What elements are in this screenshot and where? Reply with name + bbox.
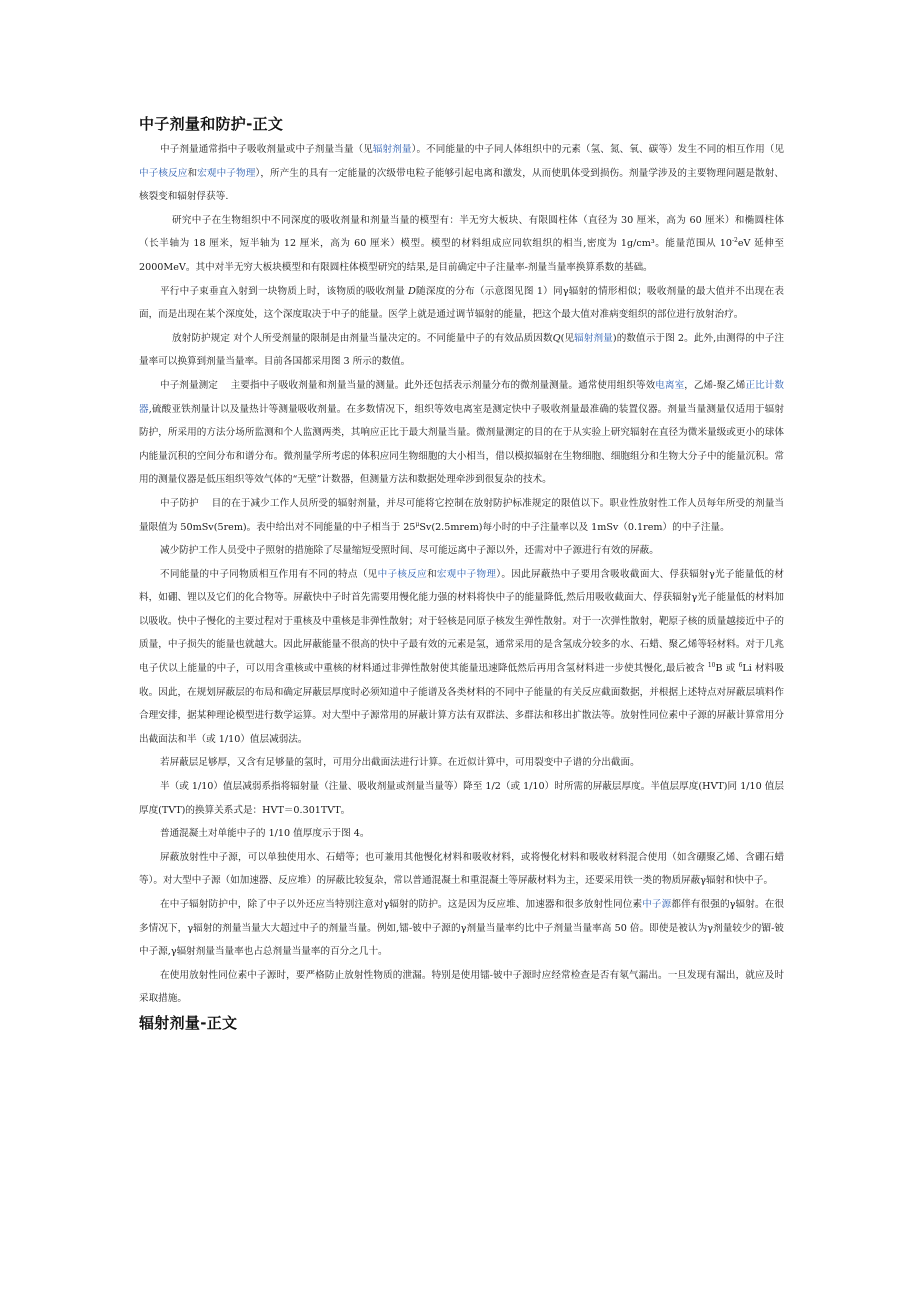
link-neutron-nuclear-reaction-2[interactable]: 中子核反应 (377, 568, 428, 580)
paragraph-intro: 中子剂量通常指中子吸收剂量或中子剂量当量（见辐射剂量）。不同能量的中子同人体组织中的元素（氢、氮、氧、碳等）发生不同的相互作用（见中子核反应和宏观中子物理），所产生的具有一定能量的次级带电粒子能够引起电离和激发，从而使肌体受到损伤。剂量学涉及的主要物理问题是散射、核裂变和辐射俘获等. (139, 144, 785, 203)
link-neutron-nuclear-reaction[interactable]: 中子核反应 (139, 167, 188, 179)
paragraph-shielding-materials: 不同能量的中子同物质相互作用有不同的特点（见中子核反应和宏观中子物理）。因此屏蔽热中子要用含吸收截面大、俘获辐射γ光子能量低的材料，如硼、锂以及它们的化合物等。屏蔽快中子时首先需要用慢化能力强的材料将快中子的能量降低,然后用吸收截面大、俘获辐射γ光子能量低的材料加以吸收。快中子慢化的主要过程对于重核及中重核是非弹性散射；对于轻核是同原子核发生弹性散射。对于一次弹性散射，靶原子核的质量越接近中子的质量，中子损失的能量也就越大。因此屏蔽能量不很高的快中子最有效的元素是氢，通常采用的是含氢成分较多的水、石蜡、聚乙烯等轻材料。对于几兆电子伏以上能量的中子，可以用含重核或中重核的材料通过非弹性散射使其能量迅速降低然后再用含氢材料进一步使其慢化,最后被含 $^{10}$B 或 $^6$Li 材料吸收。因此，在规划屏蔽层的布局和确定屏蔽层厚度时必须知道中子能谱及各类材料的不同中子能量的有关反应截面数据，并根据上述特点对屏蔽层填料作合理安排，据某种理论模型进行数学运算。对大型中子源常用的屏蔽计算方法有双群法、多群法和移出扩散法等。放射性同位素中子源的屏蔽计算常用分出截面法和半（或 1/10）值层减弱法。 (139, 568, 785, 745)
paragraph-protection-rules: 放射防护规定 对个人所受剂量的限制是由剂量当量决定的。不同能量中子的有效品质因数Q(见辐射剂量)的数值示于图 2。此外,由测得的中子注量率可以换算到剂量当量率。目前各国都采用图 3 所示的数值。 (139, 332, 784, 368)
paragraph-source-shielding: 屏蔽放射性中子源，可以单独使用水、石蜡等；也可兼用其他慢化材料和吸收材料，或将慢化材料和吸收材料混合使用（如含硼聚乙烯、含硼石蜡等）。对大型中子源（如加速器、反应堆）的屏蔽比较复杂，常以普通混凝土和重混凝土等屏蔽材料为主，还要采用铁一类的物质屏蔽γ辐射和快中子。 (139, 851, 784, 887)
paragraph-thick-shield: 若屏蔽层足够厚，又含有足够量的氢时，可用分出截面法进行计算。在近似计算中，可用裂变中子谱的分出截面。 (160, 757, 640, 769)
paragraph-gamma-protection: 在中子辐射防护中，除了中子以外还应当特别注意对γ辐射的防护。这是因为反应堆、加速器和很多放射性同位素中子源都伴有很强的γ辐射。在很多情况下，γ辐射的剂量当量大大超过中子的剂量当量。例如,镭-铍中子源的γ剂量当量率约比中子剂量当量率高 50 倍。即使是被认为γ剂量较少的镅-铍中子源,γ辐射剂量当量率也占总剂量当量率的百分之几十。 (139, 899, 785, 958)
paragraph-models: 研究中子在生物组织中不同深度的吸收剂量和剂量当量的模型有：半无穷大板块、有限圆柱体（直径为 30 厘米，高为 60 厘米）和椭圆柱体（长半轴为 18 厘米，短半轴为 12 厘米，高为 60 厘米）模型。模型的材料组成应同软组织的相当,密度为 1g/cm³。能量范围从 $10^{-2}eV$ 延伸至 2000MeV。其中对半无穷大板块模型和有限圆柱体模型研究的结果,是目前确定中子注量率-剂量当量率换算系数的基础。 (139, 214, 784, 273)
paragraph-shielding-measures: 减少防护工作人员受中子照射的措施除了尽量缩短受照时间、尽可能远离中子源以外，还需对中子源进行有效的屏蔽。 (160, 545, 659, 557)
link-ionization-chamber[interactable]: 电离室 (655, 379, 685, 391)
paragraph-neutron-protection: 中子防护 目的在于减少工作人员所受的辐射剂量，并尽可能将它控制在放射防护标准规定的限值以下。职业性放射性工作人员每年所受的剂量当量限值为 50mSv(5rem)。表中给出对不同能量的中子相当于 $25^\mu Sv(2.5mrem)$每小时的中子注量率以及 1mSv（0.1rem）的中子注量。 (139, 497, 784, 533)
link-neutron-source[interactable]: 中子源 (642, 899, 672, 910)
paragraph-concrete: 普通混凝土对单能中子的 1/10 值厚度示于图 4。 (160, 828, 370, 840)
paragraph-half-value-layer: 半（或 1/10）值层减弱系指将辐射量（注量、吸收剂量或剂量当量等）降至 1/2（或 1/10）时所需的屏蔽层厚度。半值层厚度(HVT)同 1/10 值层厚度(TVT)的换算关系式是：HVT＝0.301TVT。 (139, 781, 784, 816)
section-title: 中子剂量和防护-正文 (139, 115, 284, 133)
document-page (139, 114, 784, 1033)
section-title-2: 辐射剂量-正文 (139, 1013, 238, 1032)
link-radiation-dose[interactable]: 辐射剂量 (372, 144, 412, 155)
link-radiation-dose-2[interactable]: 辐射剂量 (574, 332, 613, 344)
paragraph-dose-measurement: 中子剂量测定 主要指中子吸收剂量和剂量当量的测量。此外还包括表示剂量分布的微剂量测量。通常使用组织等效电离室，乙烯-聚乙烯正比计数器,硫酸亚铁剂量计以及量热计等测量吸收剂量。在多数情况下，组织等效电离室是测定快中子吸收剂量最准确的装置仪器。剂量当量测量仅适用于辐射防护，所采用的方法分场所监测和个人监测两类，其响应正比于最大剂量当量。微剂量测定的目的在于从实验上研究辐射在直径为微米量级或更小的球体内能量沉积的空间分布和谱分布。微剂量学所考虑的体积应同生物细胞的大小相当，借以模拟辐射在生物细胞、细胞组分和生物大分子中的能量沉积。常用的测量仪器是低压组织等效气体的“无壁”计数器，但测量方法和数据处理牵涉到很复杂的技术。 (139, 379, 784, 486)
link-proportional-counter[interactable]: 正比计数器 (139, 379, 784, 415)
paragraph-depth-distribution: 平行中子束垂直入射到一块物质上时，该物质的吸收剂量 D随深度的分布（示意图见图 1）同γ辐射的情形相似；吸收剂量的最大值并不出现在表面，而是出现在某个深度处，这个深度取决于中子的能量。医学上就是通过调节辐射的能量，把这个最大值对准病变组织的部位进行放射治疗。 (139, 285, 784, 321)
link-macroscopic-neutron-physics-2[interactable]: 宏观中子物理 (436, 568, 497, 580)
paragraph-leak-prevention: 在使用放射性同位素中子源时，要严格防止放射性物质的泄漏。特别是使用镭-铍中子源时应经常检查是否有氡气漏出。一旦发现有漏出，就应及时采取措施。 (139, 969, 784, 1005)
link-macroscopic-neutron-physics[interactable]: 宏观中子物理 (197, 167, 256, 179)
